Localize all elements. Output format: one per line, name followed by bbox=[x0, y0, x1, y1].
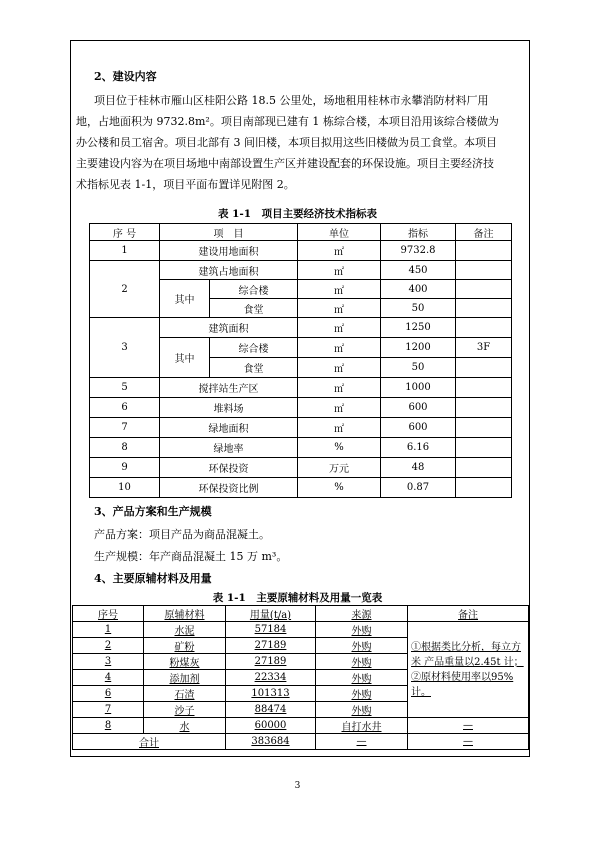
table-row bbox=[73, 622, 529, 638]
cell: 6 bbox=[90, 398, 160, 418]
cell: 水泥 bbox=[144, 622, 226, 638]
cell: ㎡ bbox=[298, 418, 381, 438]
table-header-row bbox=[73, 606, 529, 622]
table-row bbox=[90, 458, 512, 478]
cell: ㎡ bbox=[298, 318, 381, 338]
cell bbox=[456, 478, 512, 498]
cell: 石渣 bbox=[144, 686, 226, 702]
cell: 8 bbox=[90, 438, 160, 458]
cell: 建设用地面积 bbox=[160, 241, 298, 261]
cell: 400 bbox=[381, 280, 456, 299]
cell: 2 bbox=[73, 638, 144, 654]
cell: 7 bbox=[73, 702, 144, 718]
header-cell: 来源 bbox=[316, 606, 408, 622]
cell: 堆料场 bbox=[160, 398, 298, 418]
para-line: 项目位于桂林市雁山区桂阳公路 18.5 公里处，场地租用桂林市永攀消防材料厂用 bbox=[94, 94, 489, 107]
cell: 50 bbox=[381, 358, 456, 378]
table-1-caption: 表 1-1 项目主要经济技术指标表 bbox=[217, 208, 378, 220]
cell: 建筑占地面积 bbox=[160, 261, 298, 280]
cell: 600 bbox=[381, 418, 456, 438]
cell: 矿粉 bbox=[144, 638, 226, 654]
cell: 外购 bbox=[316, 622, 408, 638]
header-cell: 原辅材料 bbox=[144, 606, 226, 622]
cell: 6 bbox=[73, 686, 144, 702]
cell: 60000 bbox=[226, 718, 316, 734]
cell bbox=[456, 458, 512, 478]
cell: 其中 bbox=[160, 280, 210, 318]
cell: ㎡ bbox=[298, 280, 381, 299]
cell: — bbox=[408, 734, 529, 750]
cell: ㎡ bbox=[298, 299, 381, 318]
header-cell: 用量(t/a) bbox=[226, 606, 316, 622]
cell: 3F bbox=[456, 338, 512, 358]
total-label: 合计 bbox=[73, 734, 226, 750]
cell: % bbox=[298, 438, 381, 458]
table-header-row bbox=[90, 224, 512, 241]
cell bbox=[456, 299, 512, 318]
cell: 环保投资比例 bbox=[160, 478, 298, 498]
cell: 4 bbox=[73, 670, 144, 686]
table-row bbox=[90, 378, 512, 398]
cell: 1 bbox=[90, 241, 160, 261]
cell: 其中 bbox=[160, 338, 210, 378]
cell: 1000 bbox=[381, 378, 456, 398]
cell: 101313 bbox=[226, 686, 316, 702]
cell: — bbox=[408, 718, 529, 734]
cell: 450 bbox=[381, 261, 456, 280]
cell: 外购 bbox=[316, 638, 408, 654]
cell bbox=[456, 261, 512, 280]
cell: 9732.8 bbox=[381, 241, 456, 261]
para-line: 地，占地面积为 9732.8m²。项目南部现已建有 1 栋综合楼，本项目沿用该综合楼做为 bbox=[76, 115, 499, 128]
table-row bbox=[90, 318, 512, 338]
cell: 1 bbox=[73, 622, 144, 638]
cell: 1250 bbox=[381, 318, 456, 338]
cell: 1200 bbox=[381, 338, 456, 358]
page-number: 3 bbox=[294, 781, 301, 791]
cell: 粉煤灰 bbox=[144, 654, 226, 670]
table-row bbox=[90, 261, 512, 280]
cell: 外购 bbox=[316, 686, 408, 702]
cell: ㎡ bbox=[298, 241, 381, 261]
cell: 外购 bbox=[316, 654, 408, 670]
header-cell: 项 目 bbox=[160, 224, 298, 241]
cell: 0.87 bbox=[381, 478, 456, 498]
cell: 88474 bbox=[226, 702, 316, 718]
cell: 57184 bbox=[226, 622, 316, 638]
raw-materials-table bbox=[72, 605, 529, 750]
para-line: 主要建设内容为在项目场地中南部设置生产区并建设配套的环保设施。项目主要经济技 bbox=[76, 157, 494, 170]
product-plan: 产品方案：项目产品为商品混凝土。 bbox=[94, 528, 270, 541]
table-row bbox=[73, 718, 529, 734]
cell bbox=[456, 241, 512, 261]
cell bbox=[456, 418, 512, 438]
cell: 48 bbox=[381, 458, 456, 478]
cell: 绿地面积 bbox=[160, 418, 298, 438]
cell: ㎡ bbox=[298, 261, 381, 280]
cell: 22334 bbox=[226, 670, 316, 686]
cell bbox=[456, 378, 512, 398]
table-row bbox=[90, 418, 512, 438]
cell: 27189 bbox=[226, 654, 316, 670]
cell: % bbox=[298, 478, 381, 498]
cell: 综合楼 bbox=[210, 338, 298, 358]
cell: 10 bbox=[90, 478, 160, 498]
section-4-heading: 4、主要原辅材料及用量 bbox=[94, 572, 212, 585]
cell: 环保投资 bbox=[160, 458, 298, 478]
cell: 外购 bbox=[316, 670, 408, 686]
header-cell: 备注 bbox=[408, 606, 529, 622]
header-cell: 单位 bbox=[298, 224, 381, 241]
economic-indicators-table bbox=[89, 223, 512, 498]
cell: 综合楼 bbox=[210, 280, 298, 299]
cell: 600 bbox=[381, 398, 456, 418]
table-2-caption: 表 1-1 主要原辅材料及用量一览表 bbox=[212, 592, 383, 604]
table-row bbox=[90, 241, 512, 261]
para-line: 办公楼和员工宿舍。项目北部有 3 间旧楼，本项目拟用这些旧楼做为员工食堂。本项目 bbox=[76, 136, 497, 149]
section-2-heading: 2、建设内容 bbox=[94, 70, 157, 83]
cell: ㎡ bbox=[298, 338, 381, 358]
table-row bbox=[90, 438, 512, 458]
cell: 3 bbox=[90, 318, 160, 378]
cell: 食堂 bbox=[210, 358, 298, 378]
cell: 5 bbox=[90, 378, 160, 398]
cell: 9 bbox=[90, 458, 160, 478]
para-line: 术指标见表 1-1，项目平面布置详见附图 2。 bbox=[76, 178, 295, 191]
header-cell: 备注 bbox=[456, 224, 512, 241]
cell: 绿地率 bbox=[160, 438, 298, 458]
section-3-heading: 3、产品方案和生产规模 bbox=[94, 505, 212, 518]
header-cell: 序号 bbox=[73, 606, 144, 622]
cell: 50 bbox=[381, 299, 456, 318]
cell: ㎡ bbox=[298, 398, 381, 418]
cell: 外购 bbox=[316, 702, 408, 718]
cell: 万元 bbox=[298, 458, 381, 478]
cell: 6.16 bbox=[381, 438, 456, 458]
cell: 3 bbox=[73, 654, 144, 670]
cell: 搅拌站生产区 bbox=[160, 378, 298, 398]
cell bbox=[456, 280, 512, 299]
cell: 7 bbox=[90, 418, 160, 438]
cell: 自打水井 bbox=[316, 718, 408, 734]
header-cell: 序 号 bbox=[90, 224, 160, 241]
cell bbox=[456, 318, 512, 338]
total-amount: 383684 bbox=[226, 734, 316, 750]
cell: ㎡ bbox=[298, 378, 381, 398]
cell: 添加剂 bbox=[144, 670, 226, 686]
cell: 8 bbox=[73, 718, 144, 734]
table-row bbox=[90, 478, 512, 498]
cell: 食堂 bbox=[210, 299, 298, 318]
cell: 水 bbox=[144, 718, 226, 734]
remarks-note: ①根据类比分析，每立方米 产品重量以2.45t 计；②原材料使用率以95%计。 bbox=[408, 622, 529, 718]
table-total-row bbox=[73, 734, 529, 750]
header-cell: 指标 bbox=[381, 224, 456, 241]
cell bbox=[456, 438, 512, 458]
cell bbox=[456, 358, 512, 378]
table-row bbox=[90, 398, 512, 418]
cell: 建筑面积 bbox=[160, 318, 298, 338]
cell: 27189 bbox=[226, 638, 316, 654]
cell: 沙子 bbox=[144, 702, 226, 718]
production-scale: 生产规模：年产商品混凝土 15 万 m³。 bbox=[94, 550, 288, 563]
cell bbox=[456, 398, 512, 418]
cell: — bbox=[316, 734, 408, 750]
cell: 2 bbox=[90, 261, 160, 318]
cell: ㎡ bbox=[298, 358, 381, 378]
